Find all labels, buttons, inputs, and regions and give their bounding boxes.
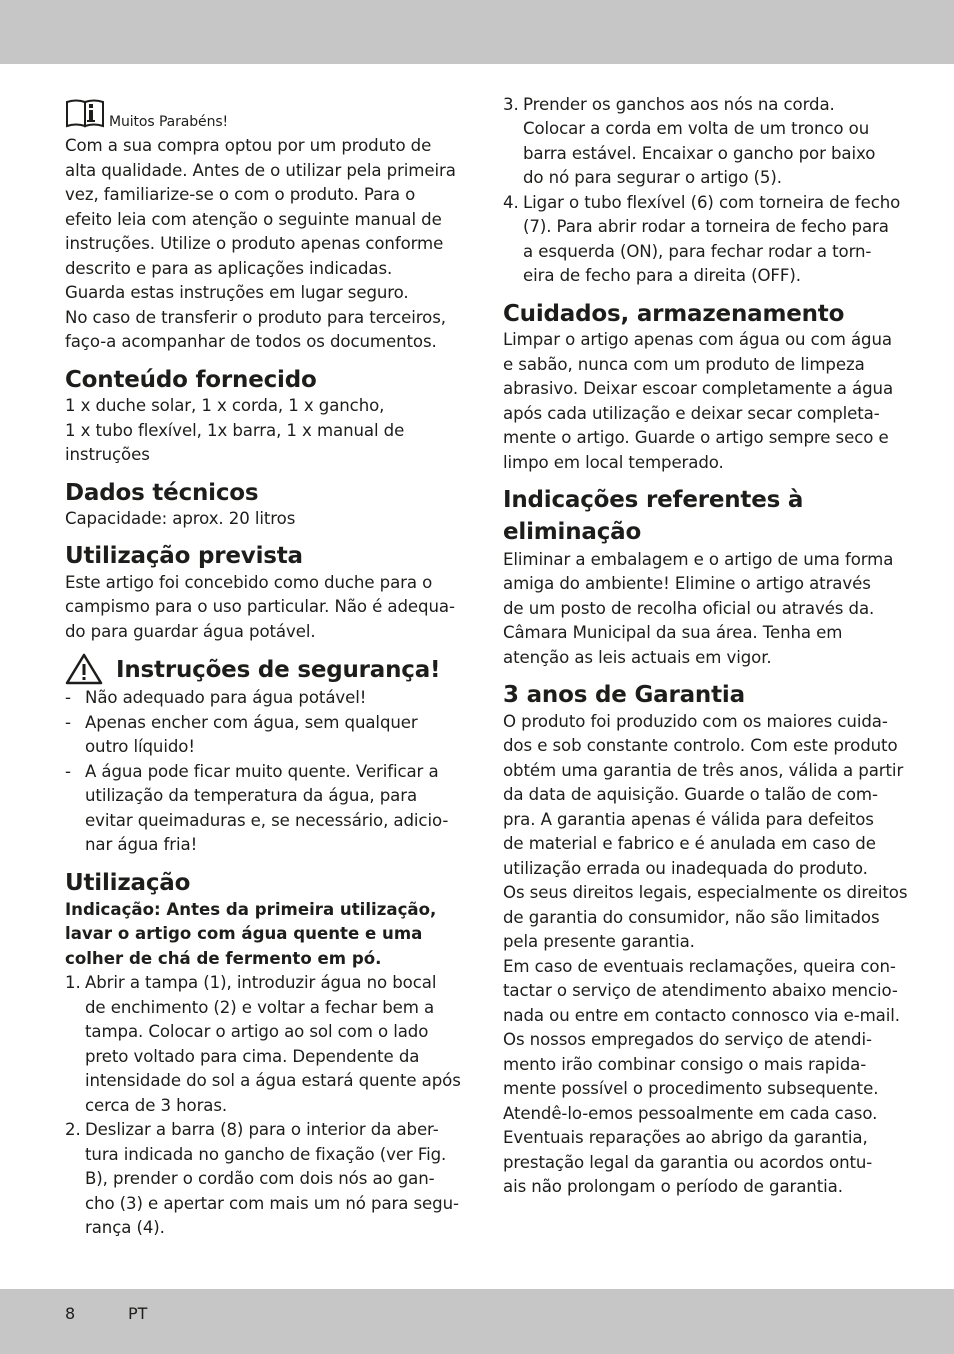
step-text: B), prender o cordão com dois nós ao gan-	[85, 1169, 435, 1188]
text-line: O produto foi produzido com os maiores cuida-	[503, 712, 888, 731]
text-line: Os seus direitos legais, especialmente os direitos	[503, 883, 908, 902]
text-line: Eventuais reparações ao abrigo da garantia,	[503, 1128, 868, 1147]
usage-note: colher de chá de fermento em pó.	[65, 949, 382, 968]
tech-heading: Dados técnicos	[65, 480, 259, 506]
step-text: eira de fecho para a direita (OFF).	[523, 266, 801, 285]
text-line: dos e sob constante controlo. Com este produto	[503, 736, 898, 755]
text-line: mente possível o procedimento subsequente.	[503, 1079, 879, 1098]
text-line: No caso de transferir o produto para terceiros,	[65, 308, 446, 327]
step-number: 4.	[503, 193, 519, 212]
text-line: da data de aquisição. Guarde o talão de com-	[503, 785, 878, 804]
text-line: mento irão combinar consigo o mais rapida-	[503, 1055, 867, 1074]
step-text: barra estável. Encaixar o gancho por baixo	[523, 144, 876, 163]
text-line: prestação legal da garantia ou acordos ontu-	[503, 1153, 873, 1172]
info-manual-icon	[65, 98, 107, 128]
text-line: instruções	[65, 445, 150, 464]
text-line: instruções. Utilize o produto apenas conforme	[65, 234, 444, 253]
text-line: pela presente garantia.	[503, 932, 695, 951]
list-item: utilização da temperatura da água, para	[85, 786, 418, 805]
step-text: do nó para segurar o artigo (5).	[523, 168, 782, 187]
text-line: vez, familiarize-se o com o produto. Para o	[65, 185, 416, 204]
step-number: 2.	[65, 1120, 81, 1139]
list-item: Não adequado para água potável!	[85, 688, 367, 707]
text-line: 1 x duche solar, 1 x corda, 1 x gancho,	[65, 396, 385, 415]
text-line: descrito e para as aplicações indicadas.	[65, 259, 393, 278]
intro-title: Muitos Parabéns!	[109, 114, 229, 130]
text-line: amiga do ambiente! Elimine o artigo através	[503, 574, 871, 593]
text-line: e sabão, nunca com um produto de limpeza	[503, 355, 865, 374]
text-line: após cada utilização e deixar secar completa-	[503, 404, 880, 423]
header-band	[0, 0, 954, 64]
usage-heading: Utilização	[65, 870, 191, 896]
step-text: tampa. Colocar o artigo ao sol com o lado	[85, 1022, 429, 1041]
text-line: Capacidade: aprox. 20 litros	[65, 509, 296, 528]
usage-note: lavar o artigo com água quente e uma	[65, 924, 423, 943]
step-text: intensidade do sol a água estará quente após	[85, 1071, 461, 1090]
language-code: PT	[128, 1304, 148, 1323]
intended-use-heading: Utilização prevista	[65, 543, 303, 569]
text-line: efeito leia com atenção o seguinte manual de	[65, 210, 442, 229]
list-bullet: -	[65, 713, 71, 732]
list-item: nar água fria!	[85, 835, 198, 854]
text-line: mente o artigo. Guarde o artigo sempre seco e	[503, 428, 889, 447]
text-line: de garantia do consumidor, não são limitados	[503, 908, 880, 927]
step-text: rança (4).	[85, 1218, 165, 1237]
text-line: ais não prolongam o período de garantia.	[503, 1177, 843, 1196]
list-item: outro líquido!	[85, 737, 195, 756]
text-line: Este artigo foi concebido como duche para o	[65, 573, 433, 592]
text-line: tactar o serviço de atendimento abaixo mencio-	[503, 981, 898, 1000]
list-item: Apenas encher com água, sem qualquer	[85, 713, 418, 732]
step-text: Colocar a corda em volta de um tronco ou	[523, 119, 870, 138]
text-line: nada ou entre em contacto connosco via e-mail.	[503, 1006, 900, 1025]
text-line: do para guardar água potável.	[65, 622, 316, 641]
step-number: 1.	[65, 973, 81, 992]
list-item: A água pode ficar muito quente. Verificar a	[85, 762, 439, 781]
step-number: 3.	[503, 95, 519, 114]
text-line: Eliminar a embalagem e o artigo de uma forma	[503, 550, 894, 569]
text-line: alta qualidade. Antes de o utilizar pela primeira	[65, 161, 456, 180]
step-text: (7). Para abrir rodar a torneira de fecho para	[523, 217, 889, 236]
step-text: preto voltado para cima. Dependente da	[85, 1047, 420, 1066]
step-text: Prender os ganchos aos nós na corda.	[523, 95, 835, 114]
step-text: Deslizar a barra (8) para o interior da aber-	[85, 1120, 439, 1139]
text-line: Câmara Municipal da sua área. Tenha em	[503, 623, 843, 642]
list-item: evitar queimaduras e, se necessário, adicio-	[85, 811, 449, 830]
text-line: Os nossos empregados do serviço de atendi-	[503, 1030, 872, 1049]
contents-heading: Conteúdo fornecido	[65, 367, 317, 393]
text-line: faço-a acompanhar de todos os documentos.	[65, 332, 437, 351]
text-line: abrasivo. Deixar escoar completamente a água	[503, 379, 894, 398]
warning-triangle-icon	[65, 653, 103, 685]
step-text: cerca de 3 horas.	[85, 1096, 228, 1115]
warranty-heading: 3 anos de Garantia	[503, 682, 745, 708]
step-text: tura indicada no gancho de fixação (ver Fig.	[85, 1145, 447, 1164]
text-line: Em caso de eventuais reclamações, queira con-	[503, 957, 896, 976]
text-line: de material e fabrico e é anulada em caso de	[503, 834, 876, 853]
disposal-heading: Indicações referentes à	[503, 487, 804, 513]
list-bullet: -	[65, 688, 71, 707]
page-number: 8	[65, 1304, 76, 1323]
text-line: de um posto de recolha oficial ou através da.	[503, 599, 875, 618]
text-line: campismo para o uso particular. Não é adequa-	[65, 597, 455, 616]
disposal-heading: eliminação	[503, 519, 642, 545]
step-text: de enchimento (2) e voltar a fechar bem a	[85, 998, 435, 1017]
care-heading: Cuidados, armazenamento	[503, 301, 845, 327]
text-line: Com a sua compra optou por um produto de	[65, 136, 432, 155]
list-bullet: -	[65, 762, 71, 781]
step-text: cho (3) e apertar com mais um nó para segu-	[85, 1194, 459, 1213]
text-line: limpo em local temperado.	[503, 453, 724, 472]
text-line: Atendê-lo-emos pessoalmente em cada caso.	[503, 1104, 878, 1123]
safety-heading: Instruções de segurança!	[116, 657, 441, 683]
step-text: Ligar o tubo flexível (6) com torneira de fecho	[523, 193, 901, 212]
text-line: Guarda estas instruções em lugar seguro.	[65, 283, 409, 302]
step-text: a esquerda (ON), para fechar rodar a torn-	[523, 242, 872, 261]
text-line: 1 x tubo flexível, 1x barra, 1 x manual de	[65, 421, 405, 440]
text-line: obtém uma garantia de três anos, válida a partir	[503, 761, 904, 780]
text-line: utilização errada ou inadequada do produto.	[503, 859, 868, 878]
text-line: atenção as leis actuais em vigor.	[503, 648, 772, 667]
usage-note: Indicação: Antes da primeira utilização,	[65, 900, 437, 919]
step-text: Abrir a tampa (1), introduzir água no bocal	[85, 973, 437, 992]
text-line: pra. A garantia apenas é válida para defeitos	[503, 810, 874, 829]
text-line: Limpar o artigo apenas com água ou com água	[503, 330, 892, 349]
